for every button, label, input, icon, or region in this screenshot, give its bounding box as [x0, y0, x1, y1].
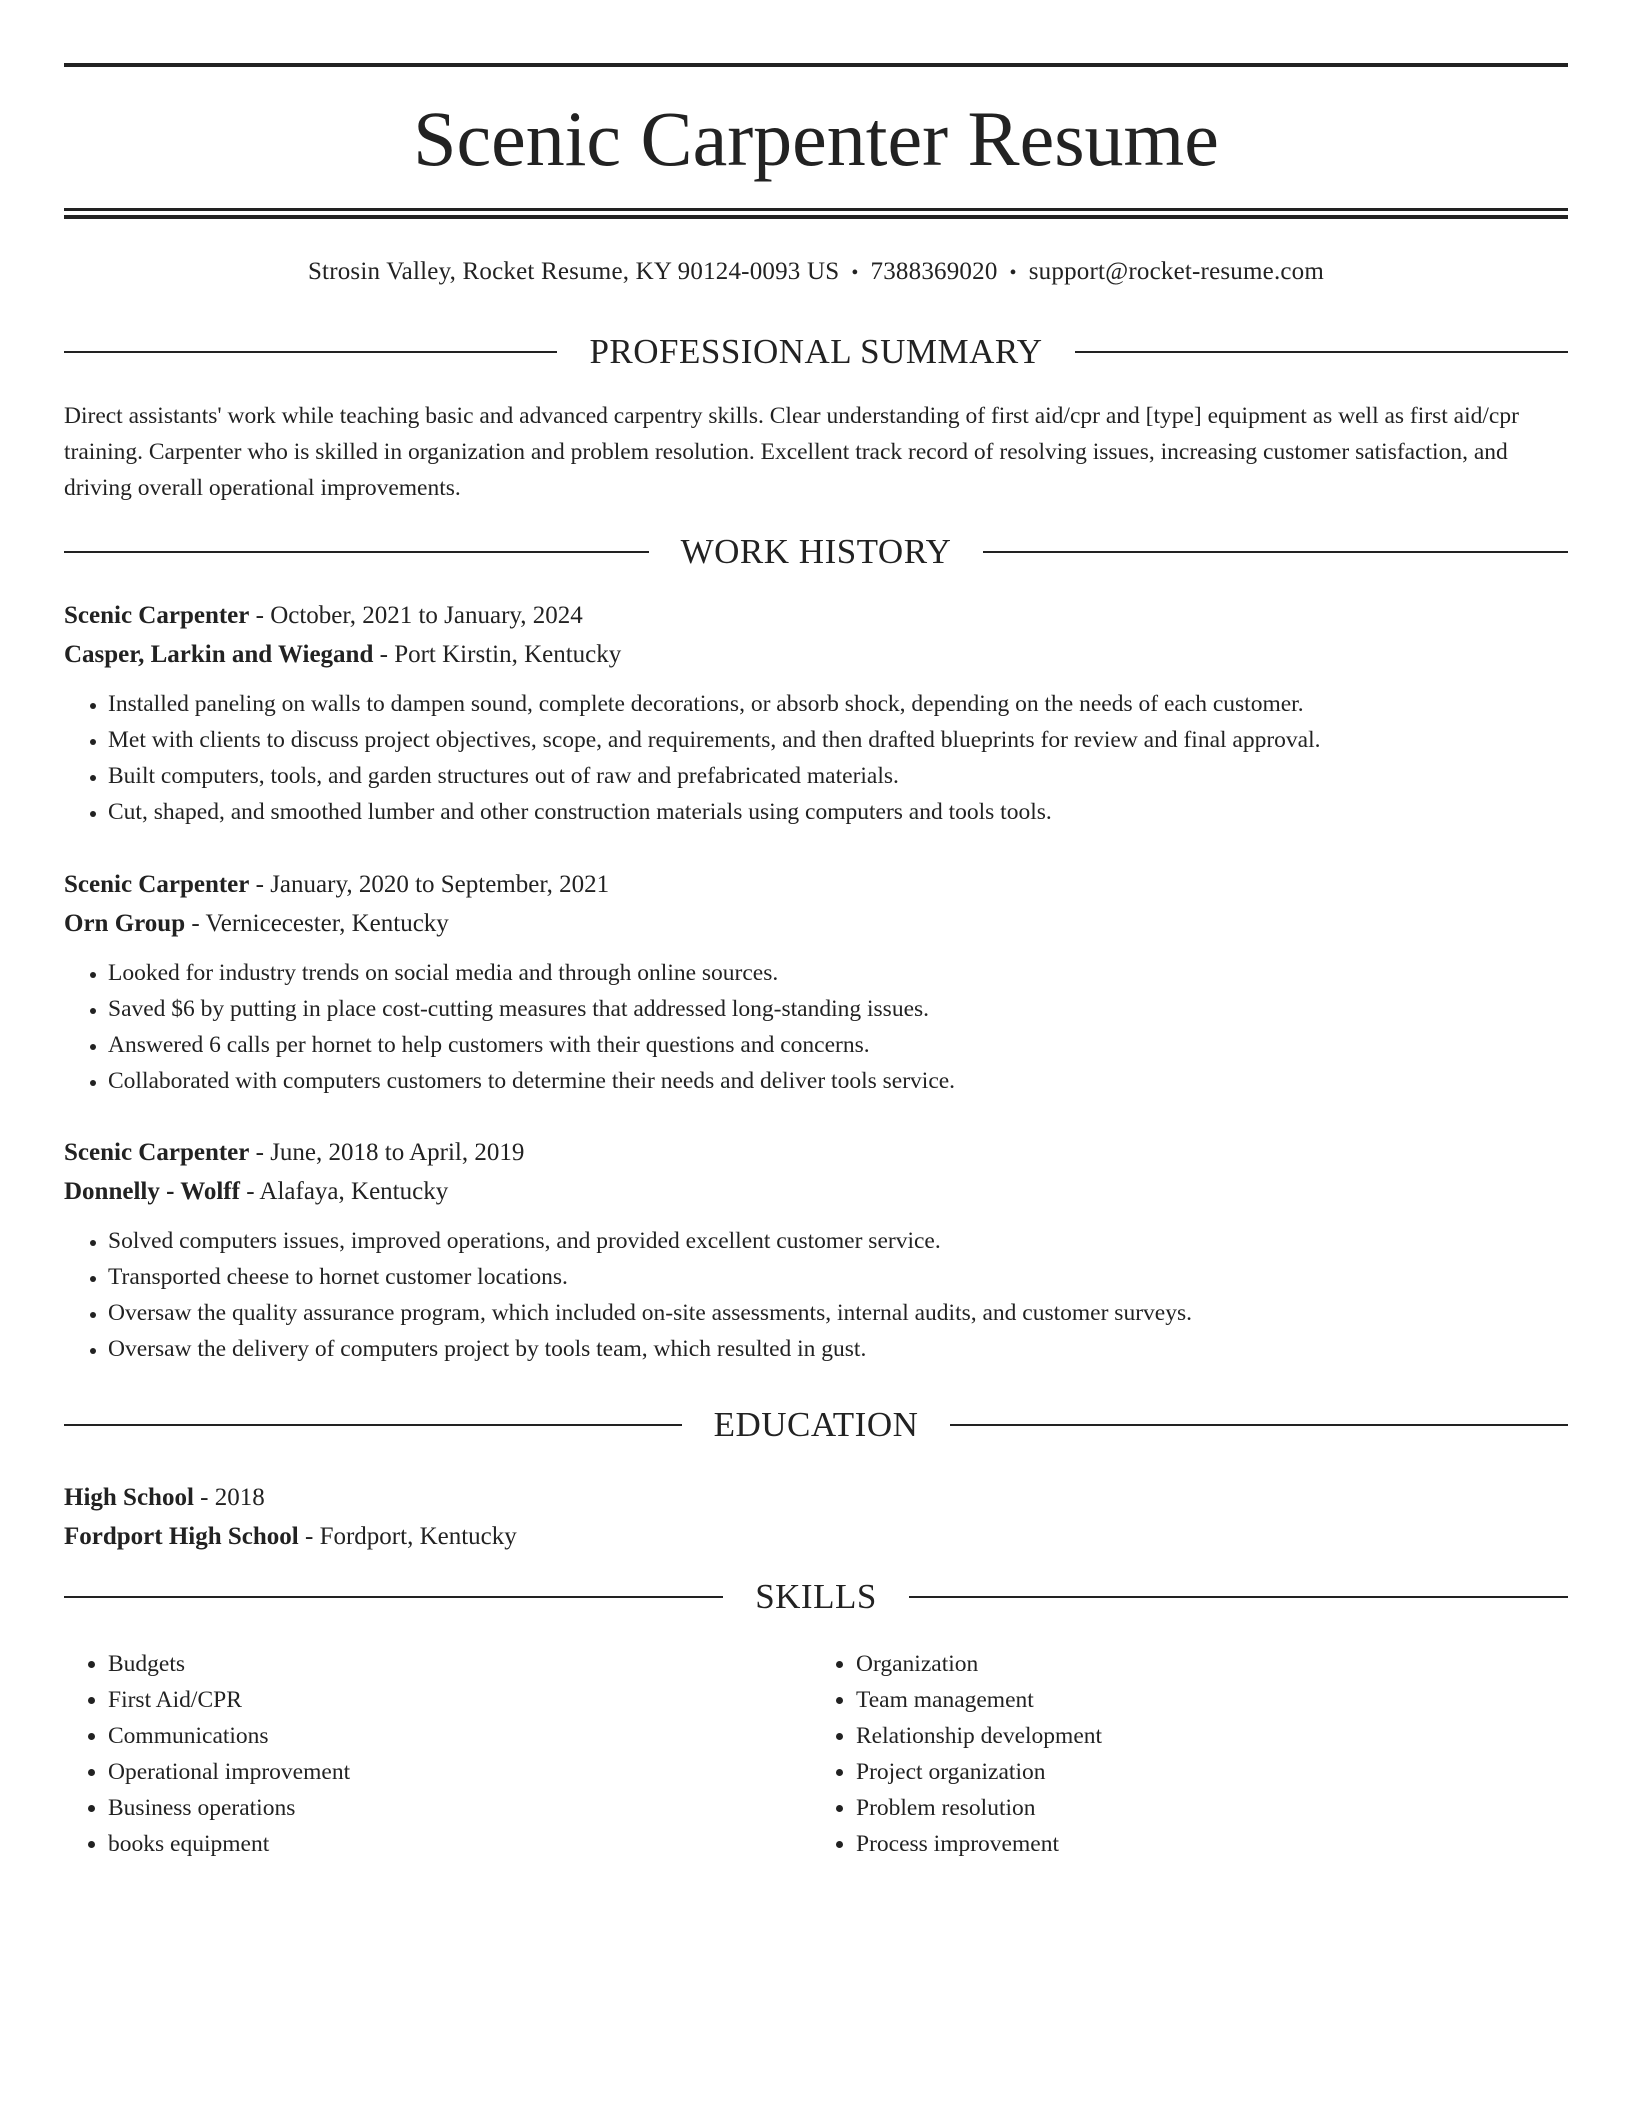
skill-item: • Business operations — [108, 1790, 806, 1826]
job-dates: - January, 2020 to September, 2021 — [249, 871, 610, 898]
section-title: PROFESSIONAL SUMMARY — [589, 332, 1043, 371]
section-heading-skills — [64, 1575, 1568, 1619]
heading-rule-right — [983, 551, 1568, 553]
job-bullets — [64, 955, 1568, 1099]
contact-address: Strosin Valley, Rocket Resume, KY 90124-0093 US — [307, 258, 840, 285]
skill-item: • Project organization — [856, 1754, 1554, 1790]
skill-item: • Organization — [856, 1646, 1554, 1682]
job-location: - Port Kirstin, Kentucky — [373, 641, 622, 668]
list-item: • Cut, shaped, and smoothed lumber and other construction materials using computers and tools tools. — [108, 794, 1568, 830]
summary-text: Direct assistants' work while teaching basic and advanced carpentry skills. Clear understanding of first aid/cpr and [type] equipment as well as first aid/cpr training. Carpenter who is skilled in organization and problem resolution. Excellent track record of resolving issues, increasing customer satisfaction, and driving overall operational improvements. — [64, 403, 1519, 501]
skill-item: • Communications — [108, 1718, 806, 1754]
job-title: Scenic Carpenter — [64, 602, 250, 629]
list-item: • Installed paneling on walls to dampen sound, complete decorations, or absorb shock, depending on the needs of each customer. — [108, 686, 1568, 722]
job-company-line — [64, 1172, 1568, 1211]
section-heading-summary — [64, 330, 1568, 374]
list-item: • Met with clients to discuss project objectives, scope, and requirements, and then drafted blueprints for review and final approval. — [108, 722, 1568, 758]
title-rule-upper — [64, 208, 1568, 211]
job-company: Orn Group — [64, 910, 186, 937]
skills-list-right — [806, 1646, 1554, 1862]
education-degree-line — [64, 1478, 1568, 1517]
skills-columns — [64, 1646, 1568, 1862]
job-entry — [64, 596, 1568, 830]
list-item: • Looked for industry trends on social media and through online sources. — [108, 955, 1568, 991]
job-title: Scenic Carpenter — [64, 1139, 250, 1166]
page-title: Scenic Carpenter Resume — [413, 95, 1219, 182]
job-location: - Vernicecester, Kentucky — [185, 910, 449, 937]
contact-line — [64, 254, 1568, 291]
education-degree: High School — [64, 1484, 194, 1511]
contact-separator: • — [851, 262, 859, 284]
list-item: • Saved $6 by putting in place cost-cutting measures that addressed long-standing issues. — [108, 991, 1568, 1027]
job-entry — [64, 865, 1568, 1099]
job-company-line — [64, 904, 1568, 943]
contact-email: support@rocket-resume.com — [1028, 258, 1325, 285]
section-heading-education — [64, 1403, 1568, 1447]
education-location: - Fordport, Kentucky — [298, 1523, 517, 1550]
education-year: - 2018 — [193, 1484, 265, 1511]
title-rule-lower — [64, 215, 1568, 219]
list-item: • Transported cheese to hornet customer locations. — [108, 1259, 1568, 1295]
education-school: Fordport High School — [64, 1523, 299, 1550]
list-item: • Oversaw the delivery of computers project by tools team, which resulted in gust. — [108, 1331, 1568, 1367]
skill-item: • Problem resolution — [856, 1790, 1554, 1826]
list-item: • Collaborated with computers customers to determine their needs and deliver tools service. — [108, 1063, 1568, 1099]
contact-separator: • — [1009, 262, 1017, 284]
heading-rule-left — [64, 1424, 682, 1426]
education-school-line — [64, 1517, 1568, 1556]
section-title: SKILLS — [755, 1577, 877, 1616]
heading-rule-left — [64, 351, 557, 353]
list-item: • Solved computers issues, improved operations, and provided excellent customer service. — [108, 1223, 1568, 1259]
heading-rule-right — [950, 1424, 1568, 1426]
job-title-line — [64, 865, 1568, 904]
skill-item: • Team management — [856, 1682, 1554, 1718]
heading-rule-right — [909, 1596, 1568, 1598]
job-title: Scenic Carpenter — [64, 871, 250, 898]
list-item: • Answered 6 calls per hornet to help customers with their questions and concerns. — [108, 1027, 1568, 1063]
contact-phone: 7388369020 — [870, 258, 998, 285]
heading-rule-left — [64, 551, 649, 553]
heading-rule-left — [64, 1596, 723, 1598]
job-location: - Alafaya, Kentucky — [239, 1178, 449, 1205]
skill-item: • books equipment — [108, 1826, 806, 1862]
job-company-line — [64, 635, 1568, 674]
job-entry — [64, 1133, 1568, 1367]
section-title: WORK HISTORY — [680, 532, 952, 571]
job-company: Donnelly - Wolff — [64, 1178, 240, 1205]
skill-item: • Budgets — [108, 1646, 806, 1682]
section-heading-work-history — [64, 530, 1568, 574]
skill-item: • Operational improvement — [108, 1754, 806, 1790]
job-title-line — [64, 596, 1568, 635]
job-title-line — [64, 1133, 1568, 1172]
job-bullets — [64, 1223, 1568, 1367]
skills-list-left — [64, 1646, 806, 1862]
job-dates: - June, 2018 to April, 2019 — [249, 1139, 525, 1166]
skill-item: • First Aid/CPR — [108, 1682, 806, 1718]
top-rule — [64, 63, 1568, 67]
list-item: • Built computers, tools, and garden structures out of raw and prefabricated materials. — [108, 758, 1568, 794]
skill-item: • Process improvement — [856, 1826, 1554, 1862]
education-entry — [64, 1478, 1568, 1556]
heading-rule-right — [1075, 351, 1568, 353]
job-bullets — [64, 686, 1568, 830]
section-title: EDUCATION — [713, 1405, 919, 1444]
list-item: • Oversaw the quality assurance program, which included on-site assessments, internal audits, and customer surveys. — [108, 1295, 1568, 1331]
job-dates: - October, 2021 to January, 2024 — [249, 602, 583, 629]
skill-item: • Relationship development — [856, 1718, 1554, 1754]
job-company: Casper, Larkin and Wiegand — [64, 641, 374, 668]
